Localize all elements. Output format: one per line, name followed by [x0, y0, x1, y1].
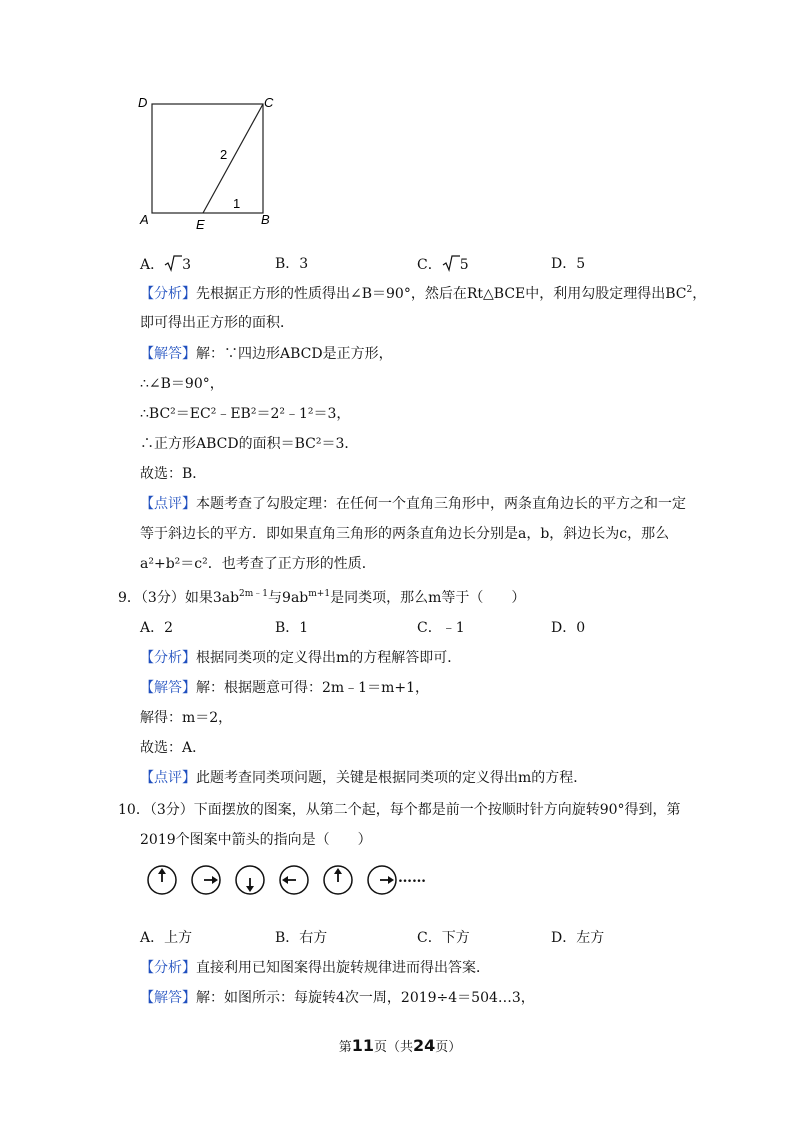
q10-stem-line-2: 2019个图案中箭头的指向是（ ） — [140, 832, 372, 848]
label-ce-length: 2 — [220, 147, 228, 162]
q10-option-a: A．上方 — [140, 930, 193, 946]
q8-comment-line-2: 等于斜边长的平方．即如果直角三角形的两条直角边长分别是a，b，斜边长为c，那么 — [140, 526, 670, 542]
arrow-circle-down-icon — [236, 866, 264, 894]
q8-option-a-value: 3 — [182, 257, 192, 273]
q10-option-d: D．左方 — [551, 930, 605, 946]
square-figure — [136, 92, 286, 232]
q8-comment: 【点评】本题考查了勾股定理：在任何一个直角三角形中，两条直角边长的平方之和一定 — [140, 496, 686, 512]
sqrt-icon — [164, 254, 182, 272]
q8-option-c: C． 5 — [417, 254, 469, 275]
q9-option-d: D．0 — [551, 620, 586, 636]
page-footer: 第11页（共24页） — [338, 1036, 462, 1055]
label-e: E — [196, 217, 205, 232]
analysis-tag: 【分析】 — [140, 286, 196, 302]
comment-tag: 【点评】 — [140, 496, 196, 512]
answer-tag: 【解答】 — [140, 990, 196, 1006]
q8-answer-line-3: ∴BC²＝EC²﹣EB²＝2²﹣1²＝3， — [140, 406, 351, 422]
q8-comment-line-3: a²+b²＝c²．也考查了正方形的性质． — [140, 556, 376, 572]
q8-option-a: A． 3 — [140, 254, 191, 275]
arrow-circle-right-icon — [368, 866, 396, 894]
q8-option-c-value: 5 — [459, 257, 469, 273]
comment-tag: 【点评】 — [140, 770, 196, 786]
q9-option-a: A．2 — [140, 620, 174, 636]
q9-number: 9． — [118, 590, 141, 606]
q8-option-d-value: 5 — [576, 256, 586, 272]
label-a: A — [140, 212, 149, 227]
q9-answer: 【解答】解：根据题意可得：2m﹣1＝m+1， — [140, 680, 430, 696]
sqrt-icon — [442, 254, 460, 272]
arrow-ellipsis: …… — [398, 870, 426, 886]
arrow-sequence — [140, 860, 440, 900]
arrow-circle-left-icon — [280, 866, 308, 894]
q8-option-b: B．3 — [275, 256, 309, 272]
answer-tag: 【解答】 — [140, 680, 196, 696]
q9-analysis: 【分析】根据同类项的定义得出m的方程解答即可． — [140, 650, 462, 666]
q8-answer-line-4: ∴正方形ABCD的面积＝BC²＝3． — [140, 436, 359, 452]
q10-stem: 10．（3分）下面摆放的图案，从第二个起，每个都是前一个按顺时针方向旋转90°得到，第 — [118, 802, 681, 818]
label-b: B — [261, 212, 270, 227]
label-c: C — [264, 95, 274, 110]
q8-option-d: D．5 — [551, 256, 586, 272]
q8-analysis: 【分析】先根据正方形的性质得出∠B＝90°，然后在Rt△BCE中，利用勾股定理得出$BC^2$， — [140, 285, 707, 302]
q8-answer: 【解答】解：∵四边形ABCD是正方形， — [140, 346, 393, 362]
answer-tag: 【解答】 — [140, 346, 196, 362]
page-number: 11 — [351, 1036, 374, 1055]
q8-analysis-cont: 即可得出正方形的面积． — [140, 315, 294, 331]
q9-comment: 【点评】此题考查同类项问题，关键是根据同类项的定义得出m的方程． — [140, 770, 588, 786]
analysis-tag: 【分析】 — [140, 960, 196, 976]
q10-analysis: 【分析】直接利用已知图案得出旋转规律进而得出答案． — [140, 960, 490, 976]
q8-answer-line-2: ∴∠B＝90°， — [140, 376, 224, 392]
q10-option-b: B．右方 — [275, 930, 328, 946]
q9-stem: 9．（3分）如果$3ab^{2m﹣1}$与$9ab^{m+1}$是同类项，那么m等于（ ） — [118, 589, 526, 606]
q10-number: 10． — [118, 802, 150, 818]
q9-answer-line-3: 故选：A． — [140, 740, 207, 756]
q8-answer-line-5: 故选：B． — [140, 466, 207, 482]
q9-option-b: B．1 — [275, 620, 309, 636]
q8-option-b-value: 3 — [299, 256, 309, 272]
arrow-circle-right-icon — [192, 866, 220, 894]
q9-option-c: C．﹣1 — [417, 620, 465, 636]
q9-answer-line-2: 解得：m＝2， — [140, 710, 233, 726]
arrow-circle-up-icon — [148, 866, 176, 894]
square-abcd — [152, 104, 263, 213]
q10-answer: 【解答】解：如图所示：每旋转4次一周，2019÷4＝504…3， — [140, 990, 535, 1006]
q10-option-c: C．下方 — [417, 930, 470, 946]
arrow-circle-up-icon — [324, 866, 352, 894]
label-d: D — [138, 95, 148, 110]
analysis-tag: 【分析】 — [140, 650, 196, 666]
label-eb-length: 1 — [233, 196, 241, 211]
page-total: 24 — [413, 1036, 436, 1055]
